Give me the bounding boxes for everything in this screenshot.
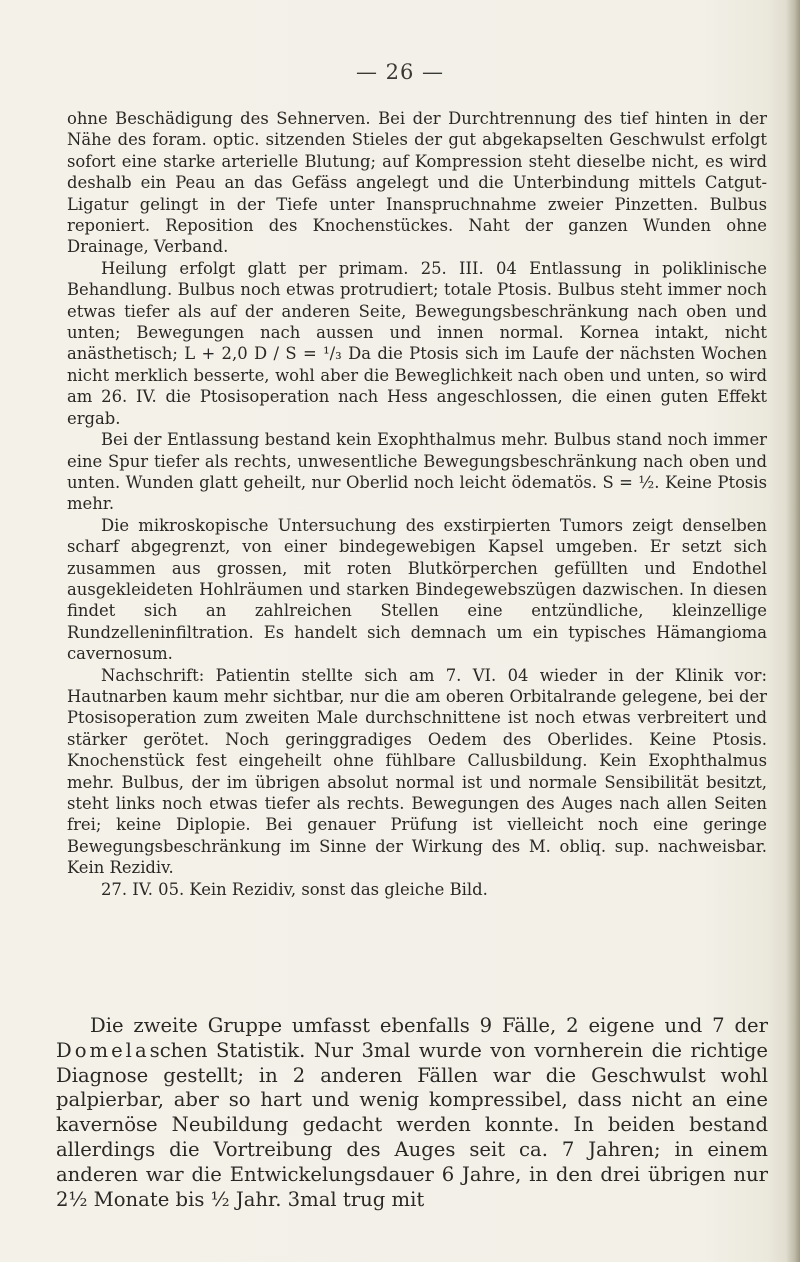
paragraph-postscript: Nachschrift: Patientin stellte sich am 7. VI. 04 wieder in der Klinik vor: Hautnarben kaum mehr sichtbar, nur die am oberen Orbitalrande gelegene, bei der Ptosisoperation zum zweiten Male durchschnittene ist noch etwas verbreitert und stärker gerötet. Noch geringgradiges Oedem des Oberlides. Keine Ptosis. Knochenstück fest eingeheilt ohne fühlbare Callusbildung. Kein Exophthalmus mehr. Bulbus, der im übrigen absolut normal ist und normale Sensibilität besitzt, steht links noch etwas tiefer als rechts. Bewegungen des Auges nach allen Seiten frei; keine Diplopie. Bei genauer Prüfung ist vielleicht noch eine geringe Bewegungsbeschränkung im Sinne der Wirkung des M. obliq. sup. nachweisbar. Kein Rezidiv. <box>67 665 767 878</box>
paragraph-operation-report: ohne Beschädigung des Sehnerven. Bei der Durchtrennung des tief hinten in der Nähe des foram. optic. sitzenden Stieles der gut abgekapselten Geschwulst erfolgt sofort eine starke arterielle Blutung; auf Kompression steht dieselbe nicht, es wird deshalb ein Peau an das Gefäss angelegt und die Unterbindung mittels Catgut-Ligatur gelingt in der Tiefe unter Inanspruchnahme zweier Pinzetten. Bulbus reponiert. Reposition des Knochenstückes. Naht der ganzen Wunden ohne Drainage, Verband. <box>67 109 767 257</box>
page-edge-shadow <box>786 0 800 1262</box>
paragraph-followup: 27. IV. 05. Kein Rezidiv, sonst das gleiche Bild. <box>101 879 488 899</box>
paragraph-second-group <box>56 1014 768 1212</box>
paragraph-second-group-rest: schen Statistik. Nur 3mal wurde von vornherein die richtige Diagnose gestellt; in 2 anderen Fällen war die Geschwulst wohl palpierbar, aber so hart und wenig kompressibel, dass nicht an eine kavernöse Neubildung gedacht werden konnte. In beiden bestand allerdings die Vortreibung des Auges seit ca. 7 Jahren; in einem anderen war die Entwickelungsdauer 6 Jahre, in den drei übrigen nur 2½ Monate bis ½ Jahr. 3mal trug mit <box>56 1038 768 1211</box>
page-number: — 26 — <box>355 60 445 84</box>
paragraph-second-group-start: Die zweite Gruppe umfasst ebenfalls 9 Fälle, 2 eigene und 7 der <box>90 1014 768 1037</box>
large-print-text-block <box>56 1014 768 1212</box>
paragraph-discharge: Bei der Entlassung bestand kein Exophthalmus mehr. Bulbus stand noch immer eine Spur tiefer als rechts, unwesentliche Bewegungsbeschränkung nach oben und unten. Wunden glatt geheilt, nur Oberlid noch leicht ödematös. S = ½. Keine Ptosis mehr. <box>67 430 767 514</box>
small-print-text-block <box>67 108 767 900</box>
author-name-domela: Domela <box>56 1038 150 1062</box>
paragraph-microscopy: Die mikroskopische Untersuchung des exstirpierten Tumors zeigt denselben scharf abgegrenzt, von einer bindegewebigen Kapsel umgeben. Er setzt sich zusammen aus grossen, mit roten Blutkörperchen gefüllten und Endothel ausgekleideten Hohlräumen und starken Bindegewebszügen dazwischen. In diesen findet sich an zahlreichen Stellen eine entzündliche, kleinzellige Rundzelleninfiltration. Es handelt sich demnach um ein typisches Hämangioma cavernosum. <box>67 515 767 664</box>
paragraph-healing: Heilung erfolgt glatt per primam. 25. III. 04 Entlassung in poliklinische Behandlung. Bulbus noch etwas protrudiert; totale Ptosis. Bulbus steht immer noch etwas tiefer als auf der anderen Seite, Bewegungsbeschränkung nach oben und unten; Bewegungen nach aussen und innen normal. Kornea intakt, nicht anästhetisch; L + 2,0 D / S = ¹/₃ Da die Ptosis sich im Laufe der nächsten Wochen nicht merklich besserte, wohl aber die Beweglichkeit nach oben und unten, so wird am 26. IV. die Ptosisoperation nach Hess angeschlossen, die einen guten Effekt ergab. <box>67 258 767 428</box>
